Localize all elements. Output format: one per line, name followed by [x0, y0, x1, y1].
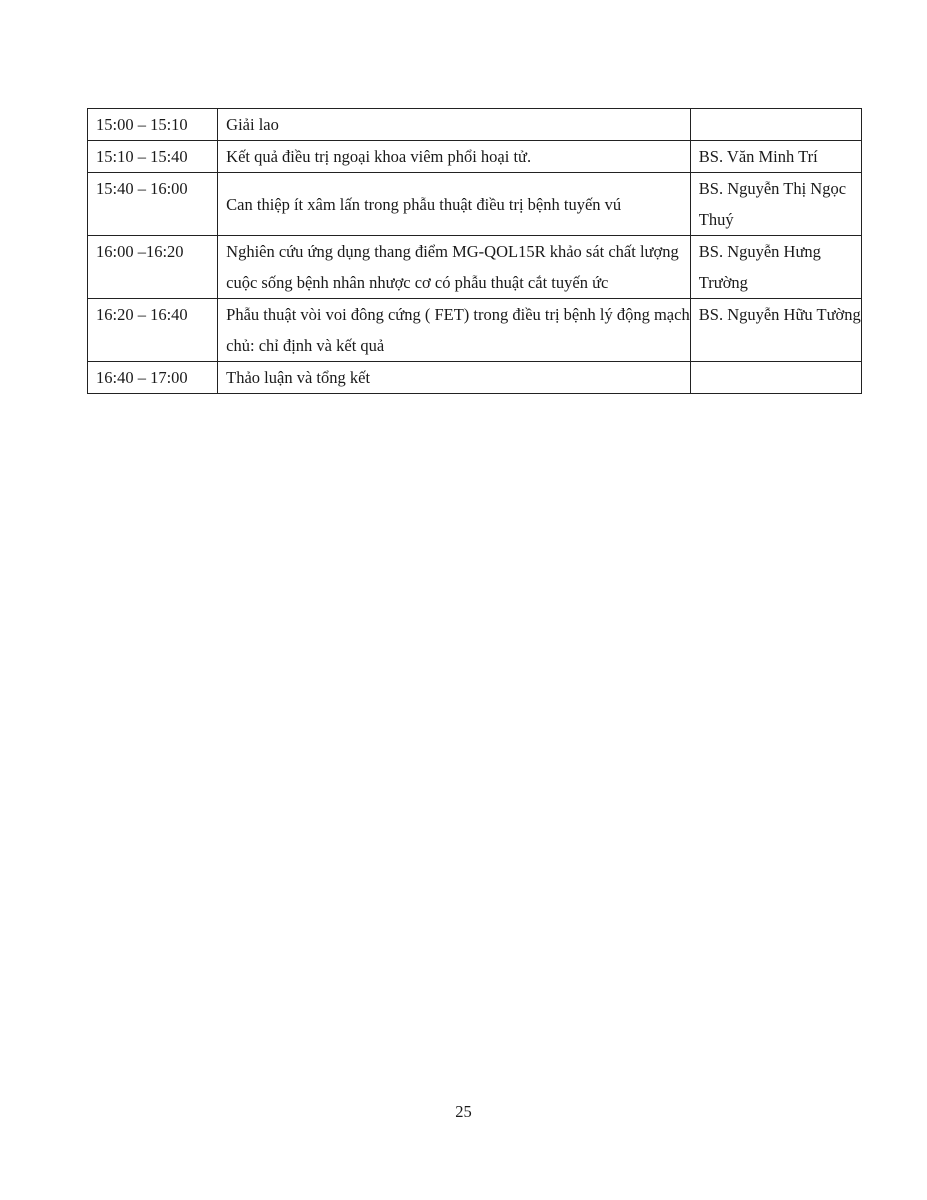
time-cell: 16:40 – 17:00: [88, 362, 218, 394]
speaker-cell: BS. Văn Minh Trí: [690, 141, 861, 173]
time-cell: 15:00 – 15:10: [88, 109, 218, 141]
table-row: [88, 236, 862, 299]
table-row: [88, 299, 862, 362]
table-row: [88, 173, 862, 236]
topic-cell: Giải lao: [218, 109, 691, 141]
topic-cell: Phẫu thuật vòi voi đông cứng ( FET) trong điều trị bệnh lý động mạch chủ: chỉ định và kết quả: [218, 299, 691, 362]
topic-cell: Kết quả điều trị ngoại khoa viêm phổi hoại tử.: [218, 141, 691, 173]
speaker-cell: BS. Nguyễn Hữu Tường: [690, 299, 861, 362]
time-cell: 16:00 –16:20: [88, 236, 218, 299]
topic-cell: Nghiên cứu ứng dụng thang điểm MG-QOL15R khảo sát chất lượng cuộc sống bệnh nhân nhược cơ có phẫu thuật cắt tuyến ức: [218, 236, 691, 299]
table-row: [88, 362, 862, 394]
schedule-table: [87, 108, 862, 394]
speaker-cell: [690, 109, 861, 141]
time-cell: 16:20 – 16:40: [88, 299, 218, 362]
table-row: [88, 109, 862, 141]
speaker-cell: BS. Nguyễn Thị Ngọc Thuý: [690, 173, 861, 236]
page-number: 25: [455, 1102, 472, 1121]
table-row: [88, 141, 862, 173]
speaker-cell: [690, 362, 861, 394]
speaker-cell: BS. Nguyễn Hưng Trường: [690, 236, 861, 299]
topic-cell: Thảo luận và tổng kết: [218, 362, 691, 394]
time-cell: 15:10 – 15:40: [88, 141, 218, 173]
time-cell: 15:40 – 16:00: [88, 173, 218, 236]
topic-cell: Can thiệp ít xâm lấn trong phẫu thuật điều trị bệnh tuyến vú: [218, 173, 691, 236]
